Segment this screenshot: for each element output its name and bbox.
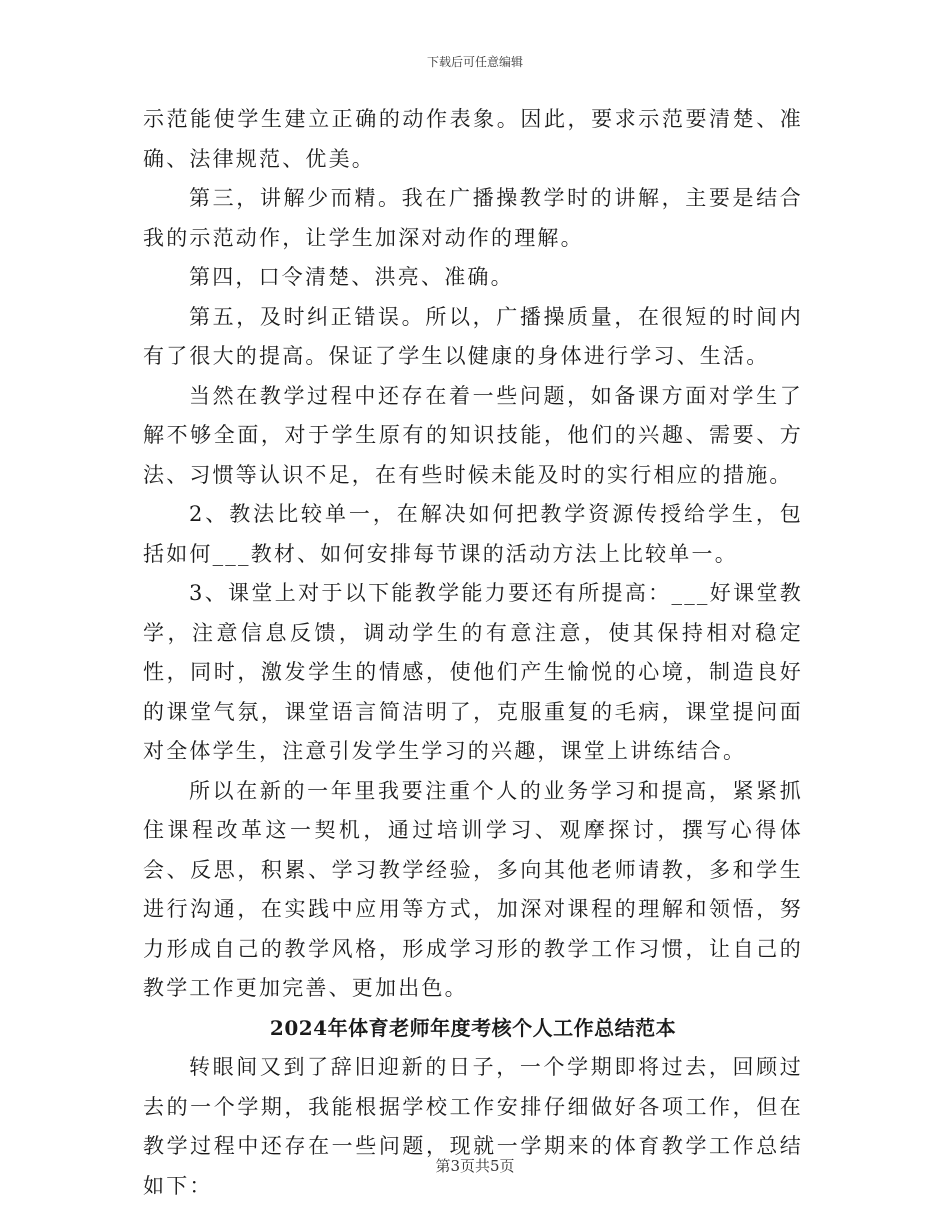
paragraph: 第五，及时纠正错误。所以，广播操质量，在很短的时间内有了很大的提高。保证了学生以健康的身体进行学习、生活。	[143, 304, 803, 368]
paragraph: 第三，讲解少而精。我在广播操教学时的讲解，主要是结合我的示范动作，让学生加深对动作的理解。	[143, 186, 803, 250]
paragraph: 当然在教学过程中还存在着一些问题，如备课方面对学生了解不够全面，对于学生原有的知识技能，他们的兴趣、需要、方法、习惯等认识不足，在有些时候未能及时的实行相应的措施。	[143, 383, 803, 487]
paragraph: 2、教法比较单一，在解决如何把教学资源传授给学生，包括如何___教材、如何安排每节课的活动方法上比较单一。	[143, 502, 803, 566]
paragraph: 所以在新的一年里我要注重个人的业务学习和提高，紧紧抓住课程改革这一契机，通过培训学习、观摩探讨，撰写心得体会、反思，积累、学习教学经验，多向其他老师请教，多和学生进行沟通，在实践中应用等方式，加深对课程的理解和领悟，努力形成自己的教学风格，形成学习形的教学工作习惯，让自己的教学工作更加完善、更加出色。	[143, 778, 803, 1000]
paragraph: 3、课堂上对于以下能教学能力要还有所提高：___好课堂教学，注意信息反馈，调动学生的有意注意，使其保持相对稳定性，同时，激发学生的情感，使他们产生愉悦的心境，制造良好的课堂气氛，课堂语言简洁明了，克服重复的毛病，课堂提问面对全体学生，注意引发学生学习的兴趣，课堂上讲练结合。	[143, 581, 803, 763]
section-title: 2024年体育老师年度考核个人工作总结范本	[269, 1015, 677, 1040]
paragraph: 转眼间又到了辞旧迎新的日子，一个学期即将过去，回顾过去的一个学期，我能根据学校工作安排仔细做好各项工作，但在教学过程中还存在一些问题，现就一学期来的体育教学工作总结如下：	[143, 1055, 803, 1198]
paragraph: 第四，口令清楚、洪亮、准确。	[189, 265, 514, 289]
document-body	[143, 100, 803, 1206]
page-footer: 第3页共5页	[435, 1157, 515, 1175]
paragraph: 示范能使学生建立正确的动作表象。因此，要求示范要清楚、准确、法律规范、优美。	[143, 107, 803, 171]
page-header: 下载后可任意编辑	[426, 55, 523, 69]
